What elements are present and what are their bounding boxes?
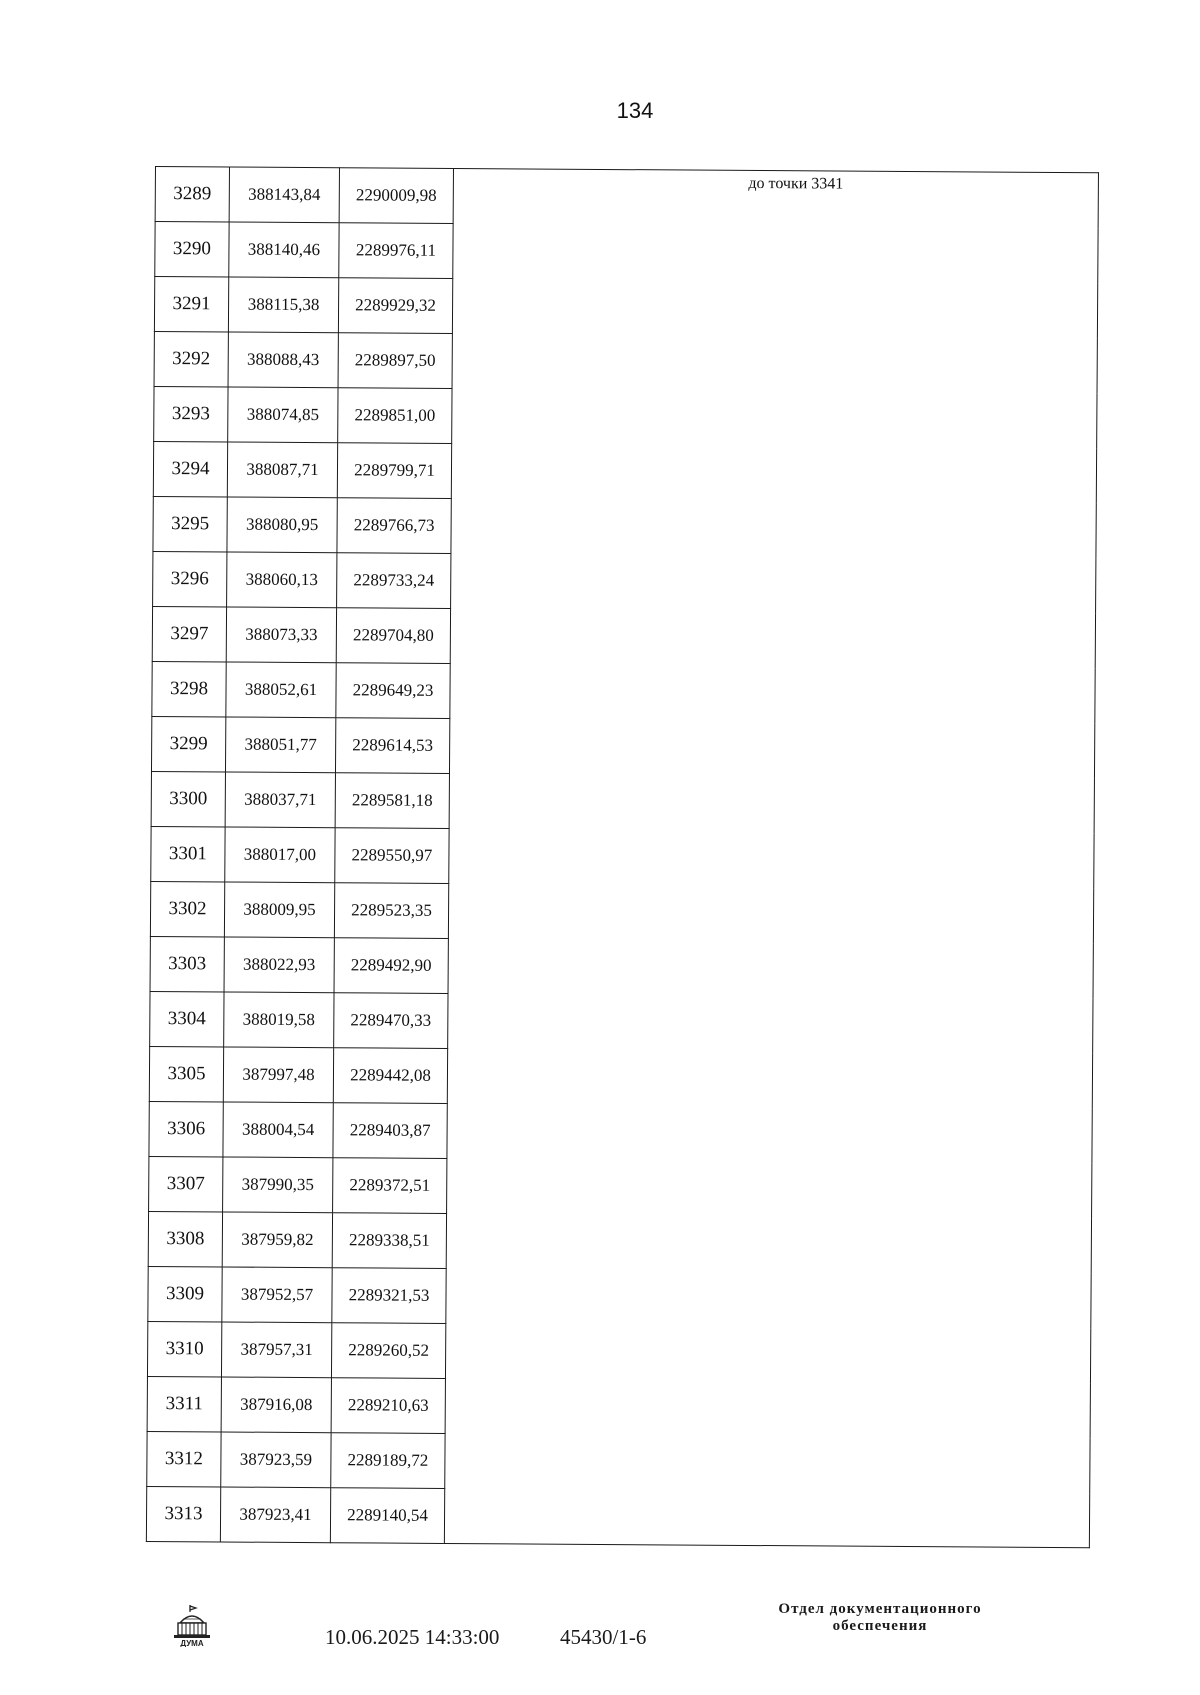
point-number-cell: 3301 bbox=[151, 826, 225, 881]
footer-department-line1: Отдел документационного bbox=[778, 1601, 982, 1617]
x-coordinate-cell: 388019,58 bbox=[224, 992, 334, 1048]
x-coordinate-cell: 388143,84 bbox=[229, 167, 339, 223]
x-coordinate-cell: 388140,46 bbox=[229, 222, 339, 278]
y-coordinate-cell: 2289929,32 bbox=[338, 278, 452, 334]
point-number-cell: 3311 bbox=[147, 1376, 221, 1431]
x-coordinate-cell: 388052,61 bbox=[226, 662, 336, 718]
x-coordinate-cell: 388087,71 bbox=[227, 442, 337, 498]
x-coordinate-cell: 387959,82 bbox=[222, 1212, 332, 1268]
point-number-cell: 3296 bbox=[153, 551, 227, 606]
x-coordinate-cell: 388060,13 bbox=[227, 552, 337, 608]
x-coordinate-cell: 387923,41 bbox=[220, 1487, 330, 1543]
coordinates-table-body bbox=[146, 167, 1098, 1548]
x-coordinate-cell: 388088,43 bbox=[228, 332, 338, 388]
y-coordinate-cell: 2289976,11 bbox=[339, 223, 453, 279]
point-number-cell: 3300 bbox=[151, 771, 225, 826]
x-coordinate-cell: 388074,85 bbox=[228, 387, 338, 443]
x-coordinate-cell: 387923,59 bbox=[221, 1432, 331, 1488]
point-number-cell: 3289 bbox=[155, 167, 229, 222]
y-coordinate-cell: 2289442,08 bbox=[333, 1048, 447, 1104]
point-number-cell: 3304 bbox=[150, 991, 224, 1046]
y-coordinate-cell: 2289470,33 bbox=[334, 993, 448, 1049]
y-coordinate-cell: 2289799,71 bbox=[337, 443, 451, 499]
point-number-cell: 3309 bbox=[148, 1266, 222, 1321]
x-coordinate-cell: 387952,57 bbox=[222, 1267, 332, 1323]
point-number-cell: 3308 bbox=[148, 1211, 222, 1266]
x-coordinate-cell: 387997,48 bbox=[223, 1047, 333, 1103]
duma-building-icon bbox=[170, 1603, 214, 1647]
y-coordinate-cell: 2289492,90 bbox=[334, 938, 448, 994]
y-coordinate-cell: 2289372,51 bbox=[333, 1158, 447, 1214]
y-coordinate-cell: 2289403,87 bbox=[333, 1103, 447, 1159]
y-coordinate-cell: 2289321,53 bbox=[332, 1268, 446, 1324]
description-cell bbox=[444, 168, 1098, 1547]
x-coordinate-cell: 388080,95 bbox=[227, 497, 337, 553]
point-number-cell: 3307 bbox=[149, 1156, 223, 1211]
x-coordinate-cell: 387916,08 bbox=[221, 1377, 331, 1433]
y-coordinate-cell: 2289733,24 bbox=[337, 553, 451, 609]
footer-department-line2: обеспечения bbox=[832, 1618, 928, 1634]
y-coordinate-cell: 2289189,72 bbox=[331, 1433, 445, 1489]
point-number-cell: 3294 bbox=[153, 441, 227, 496]
y-coordinate-cell: 2289523,35 bbox=[334, 883, 448, 939]
x-coordinate-cell: 388037,71 bbox=[225, 772, 335, 828]
y-coordinate-cell: 2289550,97 bbox=[335, 828, 449, 884]
y-coordinate-cell: 2289766,73 bbox=[337, 498, 451, 554]
point-number-cell: 3295 bbox=[153, 496, 227, 551]
point-number-cell: 3302 bbox=[150, 881, 224, 936]
point-number-cell: 3303 bbox=[150, 936, 224, 991]
coordinates-table bbox=[146, 166, 1099, 1548]
point-number-cell: 3290 bbox=[155, 222, 229, 277]
x-coordinate-cell: 387957,31 bbox=[221, 1322, 331, 1378]
y-coordinate-cell: 2289897,50 bbox=[338, 333, 452, 389]
point-number-cell: 3297 bbox=[152, 606, 226, 661]
description-text: до точки 3341 bbox=[748, 174, 844, 193]
page-number: 134 bbox=[616, 98, 654, 123]
x-coordinate-cell: 388022,93 bbox=[224, 937, 334, 993]
y-coordinate-cell: 2289260,52 bbox=[331, 1323, 445, 1379]
footer-department bbox=[735, 1601, 1025, 1635]
point-number-cell: 3312 bbox=[147, 1431, 221, 1486]
table-row bbox=[155, 167, 1098, 228]
point-number-cell: 3305 bbox=[149, 1046, 223, 1101]
y-coordinate-cell: 2289140,54 bbox=[330, 1488, 444, 1544]
point-number-cell: 3313 bbox=[146, 1486, 220, 1541]
x-coordinate-cell: 387990,35 bbox=[223, 1157, 333, 1213]
x-coordinate-cell: 388051,77 bbox=[225, 717, 335, 773]
footer-datetime: 10.06.2025 14:33:00 bbox=[325, 1625, 500, 1649]
footer-doc-number: 45430/1-6 bbox=[560, 1625, 647, 1649]
y-coordinate-cell: 2289338,51 bbox=[332, 1213, 446, 1269]
point-number-cell: 3306 bbox=[149, 1101, 223, 1156]
x-coordinate-cell: 388115,38 bbox=[228, 277, 338, 333]
point-number-cell: 3292 bbox=[154, 331, 228, 386]
point-number-cell: 3293 bbox=[154, 386, 228, 441]
y-coordinate-cell: 2290009,98 bbox=[339, 168, 453, 224]
point-number-cell: 3310 bbox=[147, 1321, 221, 1376]
y-coordinate-cell: 2289851,00 bbox=[338, 388, 452, 444]
point-number-cell: 3291 bbox=[154, 277, 228, 332]
logo-text: ДУМА bbox=[180, 1639, 204, 1647]
point-number-cell: 3299 bbox=[151, 716, 225, 771]
x-coordinate-cell: 388009,95 bbox=[224, 882, 334, 938]
x-coordinate-cell: 388004,54 bbox=[223, 1102, 333, 1158]
y-coordinate-cell: 2289704,80 bbox=[336, 608, 450, 664]
y-coordinate-cell: 2289649,23 bbox=[336, 663, 450, 719]
y-coordinate-cell: 2289581,18 bbox=[335, 773, 449, 829]
point-number-cell: 3298 bbox=[152, 661, 226, 716]
x-coordinate-cell: 388017,00 bbox=[225, 827, 335, 883]
y-coordinate-cell: 2289614,53 bbox=[335, 718, 449, 774]
x-coordinate-cell: 388073,33 bbox=[226, 607, 336, 663]
y-coordinate-cell: 2289210,63 bbox=[331, 1378, 445, 1434]
